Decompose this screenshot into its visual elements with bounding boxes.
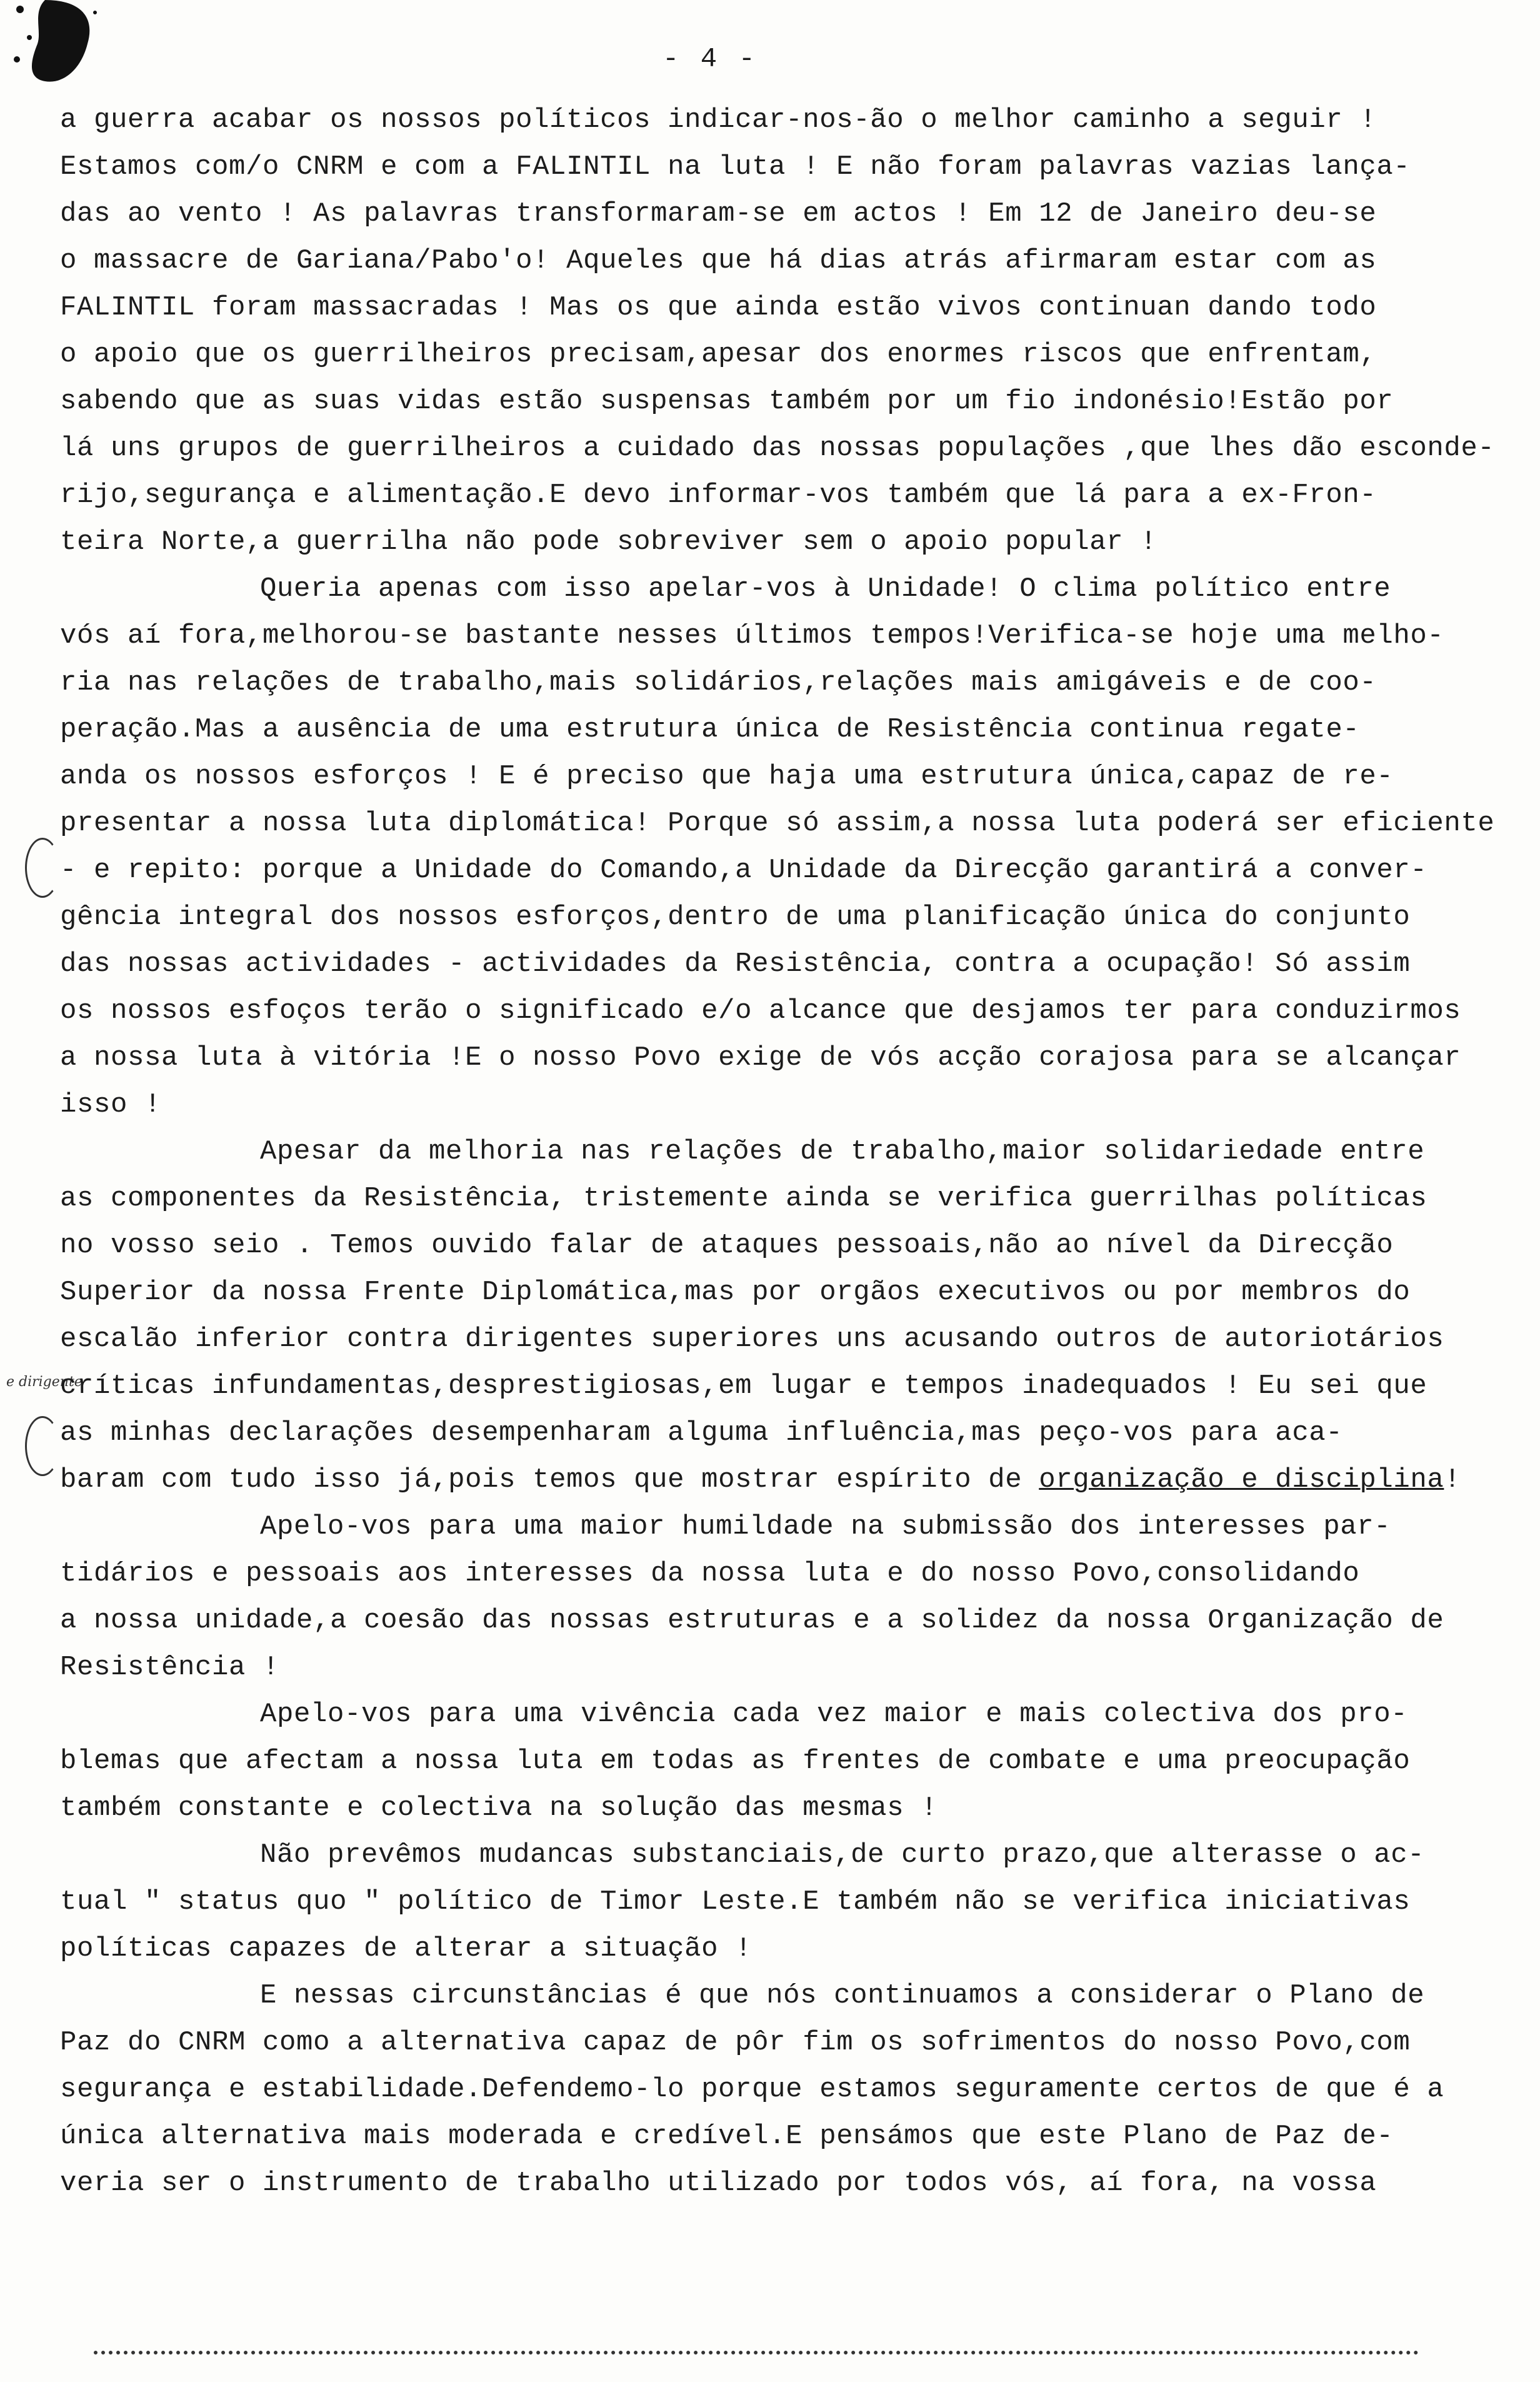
underlined-phrase: organização e disciplina [1039, 1464, 1444, 1495]
margin-bracket-mark [25, 1416, 60, 1476]
text-line: Apesar da melhoria nas relações de trabalho,maior solidariedade entre [260, 1136, 1425, 1167]
text-line: E nessas circunstâncias é que nós continuamos a considerar o Plano de [260, 1980, 1425, 2011]
text-line: Queria apenas com isso apelar-vos à Unidade! O clima político entre [260, 573, 1391, 605]
text-line: no vosso seio . Temos ouvido falar de ataques pessoais,não ao nível da Direcção [60, 1230, 1394, 1261]
text-line: segurança e estabilidade.Defendemo-lo porque estamos seguramente certos de que é a [60, 2074, 1444, 2105]
text-line: vós aí fora,melhorou-se bastante nesses últimos tempos!Verifica-se hoje uma melho- [60, 620, 1444, 651]
text-line: veria ser o instrumento de trabalho utilizado por todos vós, aí fora, na vossa [60, 2168, 1377, 2199]
text-line: rijo,segurança e alimentação.E devo informar-vos também que lá para a ex-Fron- [60, 480, 1377, 511]
paragraph-2 [60, 566, 1495, 1128]
paragraph-4 [60, 1504, 1448, 1691]
text-segment: ! [1444, 1464, 1461, 1495]
text-line: políticas capazes de alterar a situação ! [60, 1933, 752, 1964]
text-line: Resistência ! [60, 1652, 280, 1683]
text-line: tidários e pessoais aos interesses da nossa luta e do nosso Povo,consolidando [60, 1558, 1360, 1589]
text-line: das ao vento ! As palavras transformaram-se em actos ! Em 12 de Janeiro deu-se [60, 198, 1377, 229]
text-line: das nossas actividades - actividades da Resistência, contra a ocupação! Só assim [60, 948, 1411, 980]
text-line: isso ! [60, 1089, 162, 1120]
text-line: teira Norte,a guerrilha não pode sobreviver sem o apoio popular ! [60, 526, 1158, 558]
text-line: o massacre de Gariana/Pabo'o! Aqueles que há dias atrás afirmaram estar com as [60, 245, 1377, 276]
text-line: o apoio que os guerrilheiros precisam,apesar dos enormes riscos que enfrentam, [60, 339, 1377, 370]
text-line: Paz do CNRM como a alternativa capaz de pôr fim os sofrimentos do nosso Povo,com [60, 2027, 1411, 2058]
text-line: Superior da nossa Frente Diplomática,mas por orgãos executivos ou por membros do [60, 1277, 1411, 1308]
ink-blot-mark [8, 0, 101, 88]
text-line: a nossa luta à vitória !E o nosso Povo exige de vós acção corajosa para se alcançar [60, 1042, 1461, 1073]
letter-body [60, 97, 1495, 2207]
text-line: sabendo que as suas vidas estão suspensas também por um fio indonésio!Estão por [60, 386, 1394, 417]
text-line: Estamos com/o CNRM e com a FALINTIL na luta ! E não foram palavras vazias lança- [60, 151, 1411, 183]
paragraph-5 [60, 1691, 1448, 1832]
text-line: lá uns grupos de guerrilheiros a cuidado das nossas populações ,que lhes dão esconde- [60, 433, 1495, 464]
text-line: a nossa unidade,a coesão das nossas estruturas e a solidez da nossa Organização de [60, 1605, 1444, 1636]
text-line: ria nas relações de trabalho,mais solidários,relações mais amigáveis e de coo- [60, 667, 1377, 698]
text-line: FALINTIL foram massacradas ! Mas os que ainda estão vivos continuan dando todo [60, 292, 1377, 323]
paragraph-6 [60, 1832, 1448, 1972]
text-line: Apelo-vos para uma vivência cada vez maior e mais colectiva dos pro- [260, 1699, 1408, 1730]
text-line: tual " status quo " político de Timor Leste.E também não se verifica iniciativas [60, 1886, 1411, 1917]
text-line: anda os nossos esforços ! E é preciso que haja uma estrutura única,capaz de re- [60, 761, 1394, 792]
text-line: - e repito: porque a Unidade do Comando,a Unidade da Direcção garantirá a conver- [60, 855, 1428, 886]
text-line [60, 1457, 1461, 1504]
text-line: única alternativa mais moderada e credível.E pensámos que este Plano de Paz de- [60, 2121, 1394, 2152]
paragraph-3 [60, 1128, 1461, 1504]
dotted-divider [94, 2351, 1419, 2354]
text-line: Apelo-vos para uma maior humildade na submissão dos interesses par- [260, 1511, 1391, 1542]
text-line: os nossos esfoços terão o significado e/o alcance que desjamos ter para conduzirmos [60, 995, 1461, 1027]
paragraph-7 [60, 1972, 1448, 2207]
text-line: blemas que afectam a nossa luta em todas as frentes de combate e uma preocupação [60, 1746, 1411, 1777]
margin-bracket-mark [25, 838, 60, 898]
handwritten-margin-note: e dirigente [6, 1374, 82, 1390]
text-line: peração.Mas a ausência de uma estrutura única de Resistência continua regate- [60, 714, 1360, 745]
text-line: críticas infundamentas,desprestigiosas,em lugar e tempos inadequados ! Eu sei que [60, 1370, 1428, 1402]
text-line: as componentes da Resistência, tristemente ainda se verifica guerrilhas políticas [60, 1183, 1428, 1214]
text-line: escalão inferior contra dirigentes superiores uns acusando outros de autoriotários [60, 1324, 1444, 1355]
text-line: as minhas declarações desempenharam alguma influência,mas peço-vos para aca- [60, 1417, 1343, 1449]
text-line: também constante e colectiva na solução das mesmas ! [60, 1792, 938, 1824]
paragraph-1 [60, 97, 1495, 566]
text-line: Não prevêmos mudancas substanciais,de curto prazo,que alterasse o ac- [260, 1839, 1425, 1871]
text-segment: baram com tudo isso já,pois temos que mostrar espírito de [60, 1464, 1039, 1495]
text-line: gência integral dos nossos esforços,dentro de uma planificação única do conjunto [60, 902, 1411, 933]
text-line: presentar a nossa luta diplomática! Porque só assim,a nossa luta poderá ser eficiente [60, 808, 1495, 839]
page-number: - 4 - [662, 44, 758, 75]
text-line: a guerra acabar os nossos políticos indicar-nos-ão o melhor caminho a seguir ! [60, 104, 1377, 136]
